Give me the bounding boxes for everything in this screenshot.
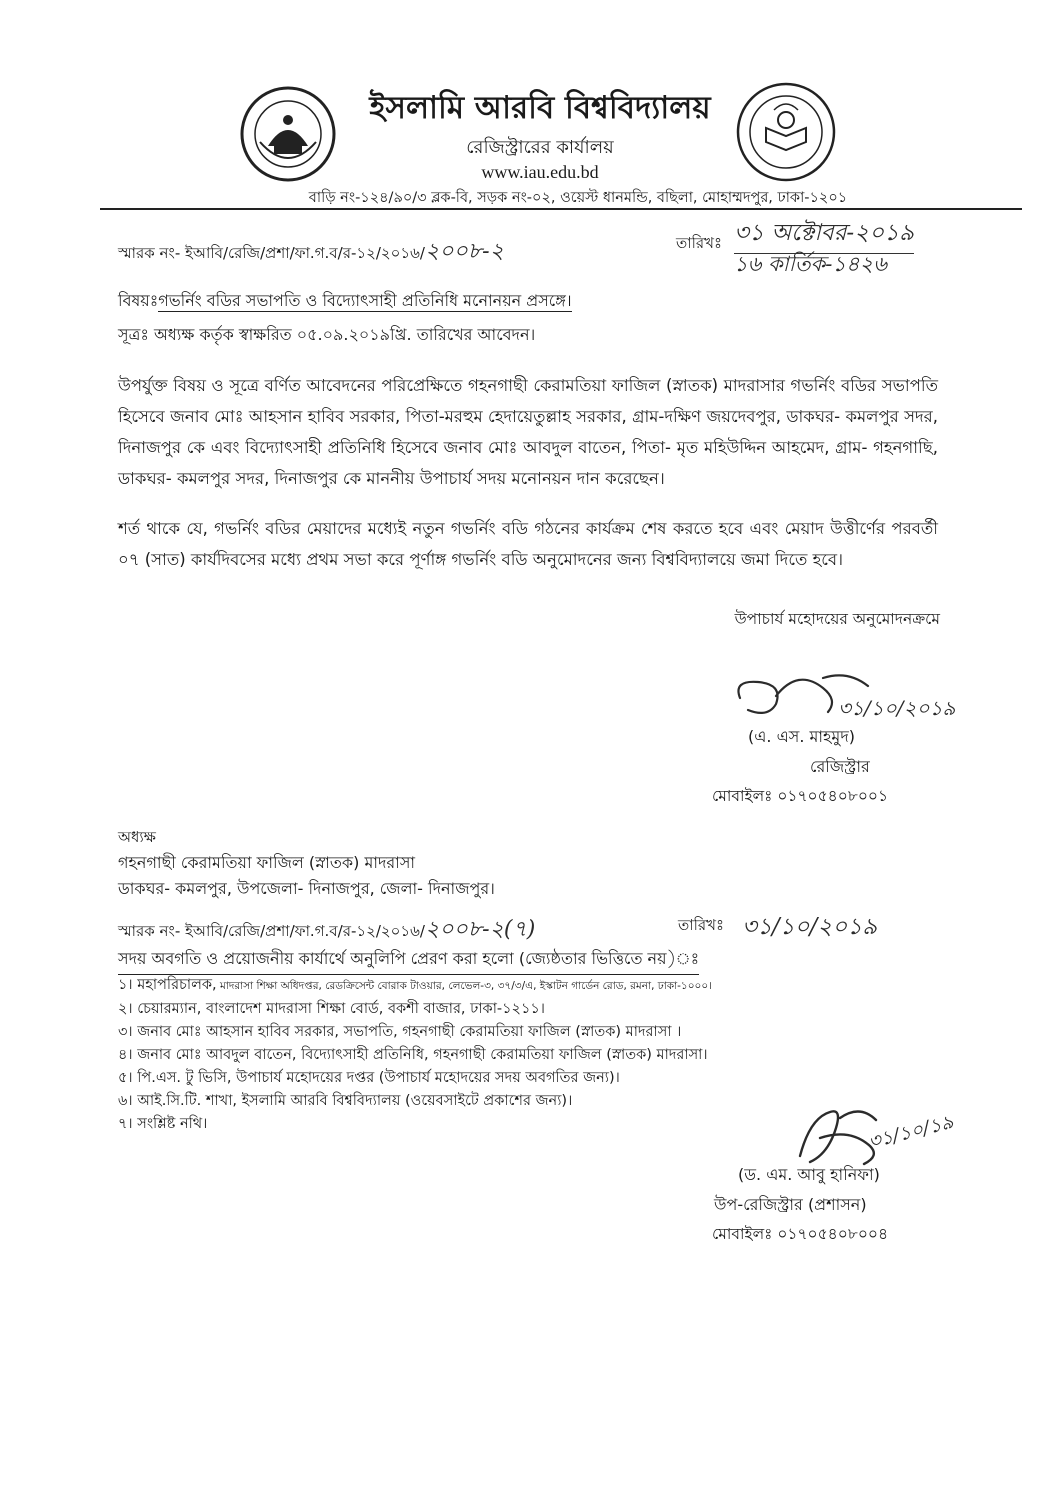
subject-label: বিষয়ঃ — [118, 291, 159, 310]
header-divider — [100, 208, 1022, 210]
website: www.iau.edu.bd — [481, 162, 599, 182]
copy-item: ৬। আই.সি.টি. শাখা, ইসলামি আরবি বিশ্ববিদ্যালয় (ওয়েবসাইটে প্রকাশের জন্য)। — [118, 1093, 573, 1109]
memo-date-handwritten-1: ৩১ অক্টোবর-২০১৯ — [734, 214, 914, 254]
recipient-line-2: গহনগাছী কেরামতিয়া ফাজিল (স্নাতক) মাদরাসা — [118, 853, 416, 872]
memo2-reference — [118, 912, 535, 949]
recipient-line-3: ডাকঘর- কমলপুর, উপজেলা- দিনাজপুর, জেলা- দিনাজপুর। — [118, 879, 495, 898]
copy-item: ৫। পি.এস. টু ভিসি, উপাচার্য মহোদয়ের দপ্তর (উপাচার্য মহোদয়ের সদয় অবগতির জন্য)। — [118, 1070, 620, 1086]
approval-line: উপাচার্য মহোদয়ের অনুমোদনক্রমে — [734, 610, 940, 628]
memo2-ref-handwritten: ২০০৮-২(৭) — [424, 917, 536, 942]
memo-reference — [118, 234, 504, 271]
memo-date-label: তারিখঃ — [676, 234, 722, 252]
signatory-2-mobile: মোবাইলঃ ০১৭০৫৪০৮০০৪ — [712, 1225, 889, 1243]
body-paragraph-2: শর্ত থাকে যে, গভর্নিং বডির মেয়াদের মধ্যেই নতুন গভর্নিং বডি গঠনের কার্যক্রম শেষ করতে হবে এবং মেয়াদ উত্তীর্ণের পরবর্তী ০৭ (সাত) কার্যদিবসের মধ্যে প্রথম সভা করে পূর্ণাঙ্গ গভর্নিং বডি অনুমোদনের জন্য বিশ্ববিদ্যালয়ে জমা দিতে হবে। — [118, 519, 938, 569]
office-name: রেজিস্ট্রারের কার্যালয় — [466, 137, 614, 158]
subject-text: গভর্নিং বডির সভাপতি ও বিদ্যোৎসাহী প্রতিনিধি মনোনয়ন প্রসঙ্গে। — [158, 291, 572, 310]
copy-item: ৩। জনাব মোঃ আহসান হাবিব সরকার, সভাপতি, গহনগাছী কেরামতিয়া ফাজিল (স্নাতক) মাদরাসা । — [118, 1024, 682, 1040]
signatory-1-mobile: মোবাইলঃ ০১৭০৫৪০৮০০১ — [712, 787, 889, 805]
signature-1-date: ৩১/১০/২০১৯ — [838, 696, 956, 720]
memo2-date-handwritten: ৩১/১০/২০১৯ — [742, 914, 878, 940]
university-logo — [238, 84, 338, 184]
copy-item: ৪। জনাব মোঃ আবদুল বাতেন, বিদ্যোৎসাহী প্রতিনিধি, গহনগাছী কেরামতিয়া ফাজিল (স্নাতক) মাদরাসা। — [118, 1047, 708, 1063]
signatory-1-name: (এ. এস. মাহমুদ) — [748, 727, 855, 746]
recipient-line-1: অধ্যক্ষ — [118, 828, 156, 846]
reference-line: সূত্রঃ অধ্যক্ষ কর্তৃক স্বাক্ষরিত ০৫.০৯.২০১৯খ্রি. তারিখের আবেদন। — [118, 325, 536, 344]
copy-item: ২। চেয়ারম্যান, বাংলাদেশ মাদরাসা শিক্ষা বোর্ড, বকশী বাজার, ঢাকা-১২১১। — [118, 1001, 545, 1017]
memo-ref-label: স্মারক নং- ইআবি/রেজি/প্রশা/ফা.গ.ব/র-১২/২০১৬/ — [118, 244, 425, 262]
memo-date-handwritten-2: ১৬ কার্তিক-১৪২৬ — [734, 252, 887, 276]
signatory-2-title: উপ-রেজিস্ট্রার (প্রশাসন) — [714, 1195, 867, 1214]
signatory-2-name: (ড. এম. আবু হানিফা) — [738, 1165, 880, 1184]
memo-ref-handwritten: ২০০৮-২ — [424, 239, 504, 264]
signatory-1-title: রেজিস্ট্রার — [810, 757, 870, 776]
memo2-ref-label: স্মারক নং- ইআবি/রেজি/প্রশা/ফা.গ.ব/র-১২/২০১৬/ — [118, 922, 425, 940]
address: বাড়ি নং-১২৪/৯০/৩ ব্লক-বি, সড়ক নং-০২, ওয়েস্ট ধানমন্ডি, বছিলা, মোহাম্মদপুর, ঢাকা-১২০১ — [308, 190, 848, 206]
subject-line — [118, 288, 572, 315]
copy-item: ৭। সংশ্লিষ্ট নথি। — [118, 1116, 208, 1132]
copy-list — [118, 974, 712, 1136]
copy-item: ১। মহাপরিচালক, মাদরাসা শিক্ষা অধিদপ্তর, রেডক্রিসেন্ট বোরাক টাওয়ার, লেভেল-৩, ৩৭/৩/এ, ইস্কাটন গার্ডেন রোড, রমনা, ঢাকা-১০০০। — [118, 977, 712, 993]
memo2-date-label: তারিখঃ — [678, 916, 724, 934]
university-name: ইসলামি আরবি বিশ্ববিদ্যালয় — [369, 90, 711, 126]
university-seal — [734, 80, 838, 184]
copy-heading: সদয় অবগতি ও প্রয়োজনীয় কার্যার্থে অনুলিপি প্রেরণ করা হলো (জ্যেষ্ঠতার ভিত্তিতে নয়)ঃ — [118, 946, 699, 975]
signature-2-date: ৩১/১০/১৯ — [866, 1110, 956, 1154]
body-paragraph-1: উপর্যুক্ত বিষয় ও সূত্রে বর্ণিত আবেদনের পরিপ্রেক্ষিতে গহনগাছী কেরামতিয়া ফাজিল (স্নাতক) মাদরাসার গভর্নিং বডির সভাপতি হিসেবে জনাব মোঃ আহসান হাবিব সরকার, পিতা-মরহুম হেদায়েতুল্লাহ সরকার, গ্রাম-দক্ষিণ জয়দেবপুর, ডাকঘর- কমলপুর সদর, দিনাজপুর কে এবং বিদ্যোৎসাহী প্রতিনিধি হিসেবে জনাব মোঃ আবদুল বাতেন, পিতা- মৃত মহিউদ্দিন আহমেদ, গ্রাম- গহনগাছি, ডাকঘর- কমলপুর সদর, দিনাজপুর কে মাননীয় উপাচার্য সদয় মনোনয়ন দান করেছেন। — [118, 376, 938, 488]
